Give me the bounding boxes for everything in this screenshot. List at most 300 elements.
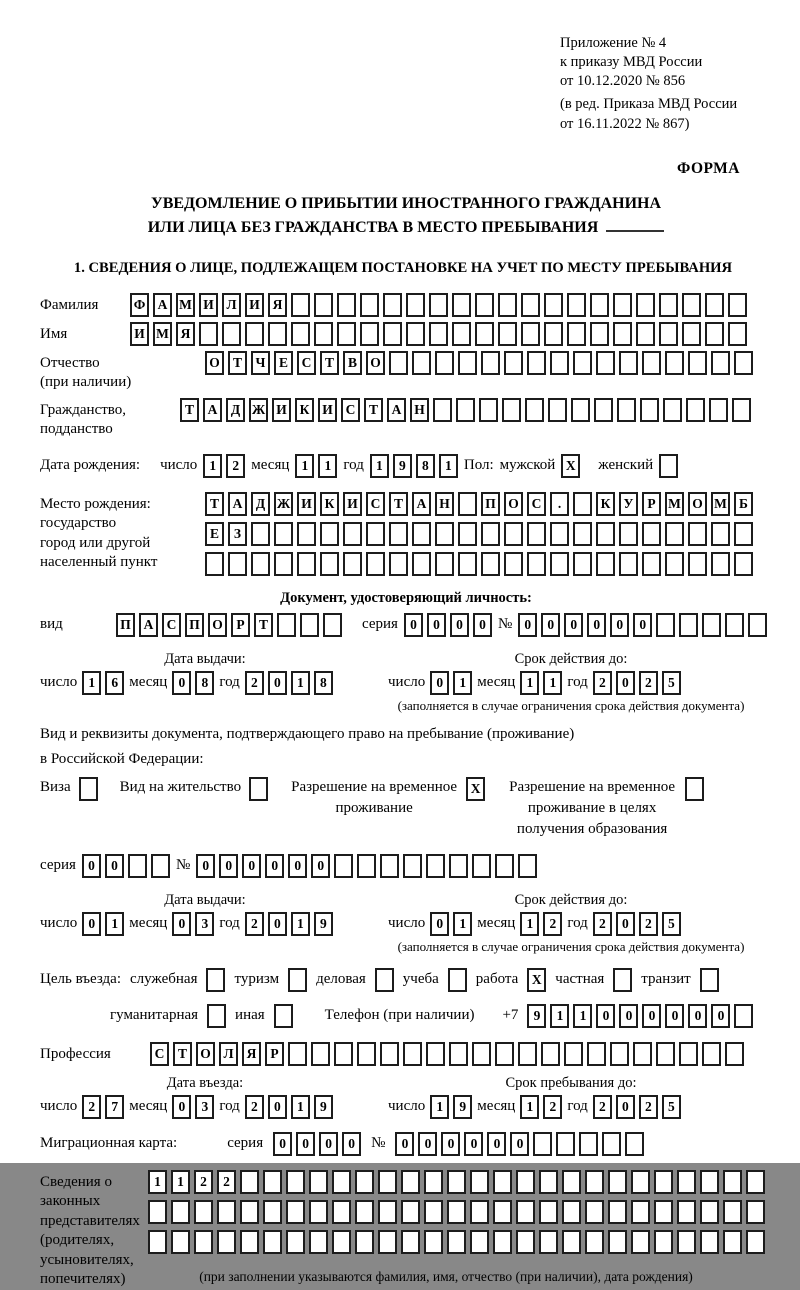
char-box[interactable] bbox=[378, 1170, 397, 1194]
char-box[interactable]: М bbox=[153, 322, 172, 346]
char-box[interactable]: 2 bbox=[194, 1170, 213, 1194]
char-box[interactable] bbox=[550, 552, 569, 576]
char-box[interactable]: О bbox=[196, 1042, 215, 1066]
char-box[interactable] bbox=[424, 1230, 443, 1254]
char-box[interactable] bbox=[343, 552, 362, 576]
char-box[interactable] bbox=[539, 1200, 558, 1224]
char-box[interactable]: 0 bbox=[105, 854, 124, 878]
char-box[interactable] bbox=[433, 398, 452, 422]
char-box[interactable] bbox=[199, 322, 218, 346]
char-box[interactable] bbox=[274, 522, 293, 546]
char-box[interactable]: 0 bbox=[172, 671, 191, 695]
char-box[interactable] bbox=[711, 522, 730, 546]
char-box[interactable] bbox=[148, 1200, 167, 1224]
char-box[interactable] bbox=[493, 1170, 512, 1194]
char-box[interactable] bbox=[663, 398, 682, 422]
char-box[interactable]: А bbox=[203, 398, 222, 422]
char-box[interactable] bbox=[314, 293, 333, 317]
char-box[interactable] bbox=[240, 1230, 259, 1254]
char-box[interactable] bbox=[656, 1042, 675, 1066]
char-box[interactable] bbox=[206, 968, 225, 992]
char-box[interactable]: С bbox=[297, 351, 316, 375]
char-box[interactable] bbox=[518, 854, 537, 878]
char-box[interactable]: С bbox=[150, 1042, 169, 1066]
char-box[interactable] bbox=[297, 522, 316, 546]
char-box[interactable] bbox=[475, 322, 494, 346]
char-box[interactable] bbox=[472, 1042, 491, 1066]
char-box[interactable]: 0 bbox=[319, 1132, 338, 1156]
char-box[interactable] bbox=[613, 293, 632, 317]
char-box[interactable]: 0 bbox=[441, 1132, 460, 1156]
char-box[interactable] bbox=[337, 322, 356, 346]
char-box[interactable] bbox=[665, 351, 684, 375]
char-box[interactable] bbox=[337, 293, 356, 317]
char-box[interactable]: 2 bbox=[245, 912, 264, 936]
char-box[interactable]: 1 bbox=[430, 1095, 449, 1119]
char-box[interactable]: 0 bbox=[510, 1132, 529, 1156]
char-box[interactable] bbox=[274, 1004, 293, 1028]
char-box[interactable]: 6 bbox=[105, 671, 124, 695]
char-box[interactable] bbox=[314, 322, 333, 346]
char-box[interactable] bbox=[343, 522, 362, 546]
char-box[interactable] bbox=[479, 398, 498, 422]
char-box[interactable] bbox=[493, 1230, 512, 1254]
char-box[interactable]: 0 bbox=[311, 854, 330, 878]
char-box[interactable]: 8 bbox=[195, 671, 214, 695]
char-box[interactable]: 1 bbox=[148, 1170, 167, 1194]
char-box[interactable] bbox=[470, 1230, 489, 1254]
char-box[interactable] bbox=[705, 322, 724, 346]
char-box[interactable] bbox=[452, 293, 471, 317]
char-box[interactable]: 0 bbox=[268, 912, 287, 936]
char-box[interactable]: 0 bbox=[610, 613, 629, 637]
char-box[interactable] bbox=[401, 1200, 420, 1224]
char-box[interactable] bbox=[277, 613, 296, 637]
char-box[interactable] bbox=[355, 1230, 374, 1254]
char-box[interactable]: 1 bbox=[318, 454, 337, 478]
char-box[interactable] bbox=[286, 1230, 305, 1254]
char-box[interactable] bbox=[412, 522, 431, 546]
char-box[interactable] bbox=[631, 1230, 650, 1254]
char-box[interactable]: Ж bbox=[274, 492, 293, 516]
char-box[interactable] bbox=[521, 293, 540, 317]
char-box[interactable] bbox=[679, 613, 698, 637]
char-box[interactable] bbox=[389, 552, 408, 576]
char-box[interactable]: 0 bbox=[430, 671, 449, 695]
char-box[interactable]: X bbox=[527, 968, 546, 992]
char-box[interactable]: 3 bbox=[195, 912, 214, 936]
char-box[interactable] bbox=[470, 1170, 489, 1194]
char-box[interactable] bbox=[320, 552, 339, 576]
char-box[interactable]: А bbox=[387, 398, 406, 422]
char-box[interactable] bbox=[617, 398, 636, 422]
char-box[interactable] bbox=[725, 613, 744, 637]
char-box[interactable]: 0 bbox=[219, 854, 238, 878]
char-box[interactable] bbox=[378, 1230, 397, 1254]
char-box[interactable] bbox=[263, 1170, 282, 1194]
char-box[interactable] bbox=[366, 522, 385, 546]
char-box[interactable] bbox=[291, 293, 310, 317]
char-box[interactable] bbox=[493, 1200, 512, 1224]
char-box[interactable]: В bbox=[343, 351, 362, 375]
char-box[interactable] bbox=[383, 322, 402, 346]
char-box[interactable] bbox=[502, 398, 521, 422]
char-box[interactable] bbox=[631, 1200, 650, 1224]
char-box[interactable] bbox=[665, 552, 684, 576]
char-box[interactable] bbox=[357, 854, 376, 878]
char-box[interactable] bbox=[194, 1200, 213, 1224]
char-box[interactable] bbox=[619, 522, 638, 546]
char-box[interactable] bbox=[619, 552, 638, 576]
char-box[interactable]: 0 bbox=[404, 613, 423, 637]
char-box[interactable] bbox=[539, 1230, 558, 1254]
char-box[interactable]: 2 bbox=[543, 912, 562, 936]
char-box[interactable] bbox=[548, 398, 567, 422]
char-box[interactable]: 1 bbox=[171, 1170, 190, 1194]
char-box[interactable]: 0 bbox=[268, 671, 287, 695]
char-box[interactable] bbox=[452, 322, 471, 346]
char-box[interactable]: 2 bbox=[593, 1095, 612, 1119]
char-box[interactable] bbox=[401, 1230, 420, 1254]
char-box[interactable]: Л bbox=[219, 1042, 238, 1066]
char-box[interactable]: 0 bbox=[596, 1004, 615, 1028]
char-box[interactable] bbox=[383, 293, 402, 317]
char-box[interactable]: 0 bbox=[418, 1132, 437, 1156]
char-box[interactable] bbox=[194, 1230, 213, 1254]
char-box[interactable]: 1 bbox=[291, 912, 310, 936]
char-box[interactable] bbox=[380, 1042, 399, 1066]
char-box[interactable]: Ч bbox=[251, 351, 270, 375]
char-box[interactable] bbox=[608, 1200, 627, 1224]
char-box[interactable]: И bbox=[272, 398, 291, 422]
char-box[interactable] bbox=[688, 522, 707, 546]
char-box[interactable]: 1 bbox=[520, 1095, 539, 1119]
char-box[interactable] bbox=[677, 1200, 696, 1224]
char-box[interactable] bbox=[403, 854, 422, 878]
char-box[interactable] bbox=[608, 1170, 627, 1194]
char-box[interactable] bbox=[458, 522, 477, 546]
char-box[interactable] bbox=[550, 351, 569, 375]
char-box[interactable] bbox=[521, 322, 540, 346]
char-box[interactable] bbox=[355, 1200, 374, 1224]
char-box[interactable] bbox=[406, 293, 425, 317]
char-box[interactable] bbox=[449, 1042, 468, 1066]
char-box[interactable] bbox=[527, 351, 546, 375]
char-box[interactable]: Р bbox=[265, 1042, 284, 1066]
char-box[interactable] bbox=[334, 854, 353, 878]
char-box[interactable] bbox=[481, 522, 500, 546]
char-box[interactable] bbox=[728, 322, 747, 346]
char-box[interactable] bbox=[300, 613, 319, 637]
char-box[interactable]: 0 bbox=[242, 854, 261, 878]
char-box[interactable]: И bbox=[318, 398, 337, 422]
char-box[interactable] bbox=[380, 854, 399, 878]
char-box[interactable]: 0 bbox=[616, 912, 635, 936]
char-box[interactable]: 1 bbox=[291, 671, 310, 695]
char-box[interactable] bbox=[587, 1042, 606, 1066]
char-box[interactable] bbox=[562, 1200, 581, 1224]
char-box[interactable]: 0 bbox=[450, 613, 469, 637]
char-box[interactable] bbox=[378, 1200, 397, 1224]
char-box[interactable] bbox=[682, 322, 701, 346]
char-box[interactable]: 0 bbox=[473, 613, 492, 637]
char-box[interactable]: 0 bbox=[430, 912, 449, 936]
char-box[interactable]: Т bbox=[254, 613, 273, 637]
char-box[interactable] bbox=[448, 968, 467, 992]
char-box[interactable] bbox=[470, 1200, 489, 1224]
char-box[interactable] bbox=[585, 1230, 604, 1254]
char-box[interactable]: 0 bbox=[587, 613, 606, 637]
char-box[interactable] bbox=[309, 1170, 328, 1194]
char-box[interactable] bbox=[240, 1170, 259, 1194]
char-box[interactable]: 0 bbox=[172, 912, 191, 936]
char-box[interactable]: К bbox=[596, 492, 615, 516]
char-box[interactable]: Т bbox=[180, 398, 199, 422]
char-box[interactable]: А bbox=[228, 492, 247, 516]
char-box[interactable] bbox=[332, 1230, 351, 1254]
char-box[interactable] bbox=[659, 293, 678, 317]
char-box[interactable] bbox=[562, 1170, 581, 1194]
char-box[interactable] bbox=[429, 293, 448, 317]
char-box[interactable] bbox=[516, 1200, 535, 1224]
char-box[interactable] bbox=[401, 1170, 420, 1194]
char-box[interactable]: И bbox=[199, 293, 218, 317]
char-box[interactable] bbox=[286, 1170, 305, 1194]
char-box[interactable] bbox=[251, 552, 270, 576]
char-box[interactable] bbox=[659, 322, 678, 346]
char-box[interactable]: 1 bbox=[82, 671, 101, 695]
char-box[interactable] bbox=[541, 1042, 560, 1066]
char-box[interactable] bbox=[746, 1200, 765, 1224]
char-box[interactable] bbox=[263, 1200, 282, 1224]
char-box[interactable] bbox=[682, 293, 701, 317]
char-box[interactable]: С bbox=[162, 613, 181, 637]
char-box[interactable]: 1 bbox=[439, 454, 458, 478]
char-box[interactable] bbox=[456, 398, 475, 422]
char-box[interactable]: С bbox=[366, 492, 385, 516]
char-box[interactable]: 2 bbox=[639, 671, 658, 695]
char-box[interactable]: О bbox=[688, 492, 707, 516]
char-box[interactable] bbox=[677, 1170, 696, 1194]
char-box[interactable] bbox=[311, 1042, 330, 1066]
char-box[interactable] bbox=[573, 522, 592, 546]
char-box[interactable] bbox=[688, 552, 707, 576]
char-box[interactable] bbox=[633, 1042, 652, 1066]
char-box[interactable] bbox=[596, 552, 615, 576]
char-box[interactable]: 0 bbox=[82, 912, 101, 936]
char-box[interactable] bbox=[734, 1004, 753, 1028]
char-box[interactable] bbox=[686, 398, 705, 422]
char-box[interactable] bbox=[642, 522, 661, 546]
char-box[interactable]: 1 bbox=[543, 671, 562, 695]
char-box[interactable] bbox=[590, 322, 609, 346]
char-box[interactable] bbox=[585, 1170, 604, 1194]
char-box[interactable] bbox=[594, 398, 613, 422]
char-box[interactable] bbox=[654, 1230, 673, 1254]
char-box[interactable] bbox=[412, 351, 431, 375]
char-box[interactable] bbox=[564, 1042, 583, 1066]
char-box[interactable] bbox=[449, 854, 468, 878]
char-box[interactable] bbox=[723, 1230, 742, 1254]
char-box[interactable] bbox=[665, 522, 684, 546]
char-box[interactable] bbox=[700, 1200, 719, 1224]
char-box[interactable]: 5 bbox=[662, 912, 681, 936]
char-box[interactable] bbox=[723, 1200, 742, 1224]
char-box[interactable]: 0 bbox=[273, 1132, 292, 1156]
char-box[interactable] bbox=[725, 1042, 744, 1066]
char-box[interactable] bbox=[585, 1200, 604, 1224]
char-box[interactable]: 0 bbox=[265, 854, 284, 878]
char-box[interactable]: 2 bbox=[245, 1095, 264, 1119]
char-box[interactable]: П bbox=[116, 613, 135, 637]
char-box[interactable] bbox=[685, 777, 704, 801]
char-box[interactable] bbox=[249, 777, 268, 801]
char-box[interactable]: К bbox=[320, 492, 339, 516]
char-box[interactable]: А bbox=[153, 293, 172, 317]
char-box[interactable] bbox=[323, 613, 342, 637]
char-box[interactable] bbox=[357, 1042, 376, 1066]
char-box[interactable]: Р bbox=[642, 492, 661, 516]
char-box[interactable]: 2 bbox=[245, 671, 264, 695]
char-box[interactable] bbox=[148, 1230, 167, 1254]
char-box[interactable]: 0 bbox=[688, 1004, 707, 1028]
char-box[interactable] bbox=[128, 854, 147, 878]
char-box[interactable]: 9 bbox=[453, 1095, 472, 1119]
char-box[interactable]: 2 bbox=[226, 454, 245, 478]
char-box[interactable]: 2 bbox=[593, 912, 612, 936]
char-box[interactable] bbox=[222, 322, 241, 346]
char-box[interactable] bbox=[631, 1170, 650, 1194]
char-box[interactable]: С bbox=[527, 492, 546, 516]
char-box[interactable] bbox=[207, 1004, 226, 1028]
char-box[interactable]: 8 bbox=[416, 454, 435, 478]
char-box[interactable]: 2 bbox=[639, 912, 658, 936]
char-box[interactable]: Я bbox=[176, 322, 195, 346]
char-box[interactable]: 2 bbox=[217, 1170, 236, 1194]
char-box[interactable] bbox=[702, 1042, 721, 1066]
char-box[interactable]: 3 bbox=[195, 1095, 214, 1119]
char-box[interactable] bbox=[498, 322, 517, 346]
char-box[interactable] bbox=[245, 322, 264, 346]
char-box[interactable]: Н bbox=[410, 398, 429, 422]
char-box[interactable]: 9 bbox=[393, 454, 412, 478]
char-box[interactable]: Я bbox=[268, 293, 287, 317]
char-box[interactable] bbox=[516, 1230, 535, 1254]
char-box[interactable]: 5 bbox=[662, 1095, 681, 1119]
char-box[interactable] bbox=[571, 398, 590, 422]
char-box[interactable]: О bbox=[366, 351, 385, 375]
char-box[interactable]: О bbox=[504, 492, 523, 516]
char-box[interactable] bbox=[205, 552, 224, 576]
char-box[interactable] bbox=[366, 552, 385, 576]
char-box[interactable] bbox=[613, 968, 632, 992]
char-box[interactable]: 1 bbox=[203, 454, 222, 478]
char-box[interactable] bbox=[636, 322, 655, 346]
char-box[interactable]: 2 bbox=[82, 1095, 101, 1119]
char-box[interactable] bbox=[709, 398, 728, 422]
char-box[interactable]: И bbox=[245, 293, 264, 317]
char-box[interactable] bbox=[573, 492, 592, 516]
char-box[interactable] bbox=[406, 322, 425, 346]
char-box[interactable]: Т bbox=[320, 351, 339, 375]
char-box[interactable]: 0 bbox=[616, 671, 635, 695]
char-box[interactable] bbox=[562, 1230, 581, 1254]
char-box[interactable]: Т bbox=[364, 398, 383, 422]
char-box[interactable]: 0 bbox=[616, 1095, 635, 1119]
char-box[interactable] bbox=[728, 293, 747, 317]
char-box[interactable]: П bbox=[481, 492, 500, 516]
char-box[interactable]: 2 bbox=[593, 671, 612, 695]
char-box[interactable] bbox=[291, 322, 310, 346]
char-box[interactable]: 0 bbox=[196, 854, 215, 878]
char-box[interactable]: Е bbox=[205, 522, 224, 546]
char-box[interactable] bbox=[544, 322, 563, 346]
char-box[interactable] bbox=[79, 777, 98, 801]
char-box[interactable] bbox=[700, 1230, 719, 1254]
char-box[interactable] bbox=[679, 1042, 698, 1066]
char-box[interactable]: 0 bbox=[464, 1132, 483, 1156]
char-box[interactable] bbox=[625, 1132, 644, 1156]
char-box[interactable] bbox=[544, 293, 563, 317]
char-box[interactable] bbox=[435, 522, 454, 546]
char-box[interactable]: 0 bbox=[487, 1132, 506, 1156]
char-box[interactable] bbox=[412, 552, 431, 576]
char-box[interactable] bbox=[498, 293, 517, 317]
char-box[interactable] bbox=[504, 522, 523, 546]
char-box[interactable] bbox=[297, 552, 316, 576]
char-box[interactable]: 1 bbox=[573, 1004, 592, 1028]
char-box[interactable] bbox=[151, 854, 170, 878]
char-box[interactable]: 0 bbox=[288, 854, 307, 878]
char-box[interactable] bbox=[228, 552, 247, 576]
char-box[interactable] bbox=[573, 552, 592, 576]
char-box[interactable]: З bbox=[228, 522, 247, 546]
char-box[interactable] bbox=[320, 522, 339, 546]
char-box[interactable] bbox=[654, 1200, 673, 1224]
char-box[interactable]: 0 bbox=[82, 854, 101, 878]
char-box[interactable] bbox=[429, 322, 448, 346]
char-box[interactable]: 0 bbox=[711, 1004, 730, 1028]
char-box[interactable] bbox=[550, 522, 569, 546]
char-box[interactable]: 0 bbox=[395, 1132, 414, 1156]
char-box[interactable] bbox=[642, 552, 661, 576]
char-box[interactable] bbox=[602, 1132, 621, 1156]
char-box[interactable] bbox=[518, 1042, 537, 1066]
char-box[interactable] bbox=[700, 968, 719, 992]
char-box[interactable] bbox=[447, 1230, 466, 1254]
char-box[interactable] bbox=[458, 492, 477, 516]
char-box[interactable] bbox=[495, 1042, 514, 1066]
char-box[interactable] bbox=[274, 552, 293, 576]
char-box[interactable] bbox=[590, 293, 609, 317]
char-box[interactable] bbox=[481, 351, 500, 375]
char-box[interactable]: 0 bbox=[427, 613, 446, 637]
char-box[interactable]: Т bbox=[389, 492, 408, 516]
char-box[interactable] bbox=[288, 1042, 307, 1066]
char-box[interactable]: Б bbox=[734, 492, 753, 516]
char-box[interactable]: М bbox=[665, 492, 684, 516]
char-box[interactable] bbox=[734, 351, 753, 375]
char-box[interactable] bbox=[746, 1170, 765, 1194]
char-box[interactable] bbox=[360, 293, 379, 317]
char-box[interactable] bbox=[447, 1170, 466, 1194]
char-box[interactable] bbox=[171, 1200, 190, 1224]
char-box[interactable] bbox=[375, 968, 394, 992]
char-box[interactable]: О bbox=[205, 351, 224, 375]
char-box[interactable]: 5 bbox=[662, 671, 681, 695]
char-box[interactable] bbox=[217, 1200, 236, 1224]
char-box[interactable]: Т bbox=[173, 1042, 192, 1066]
